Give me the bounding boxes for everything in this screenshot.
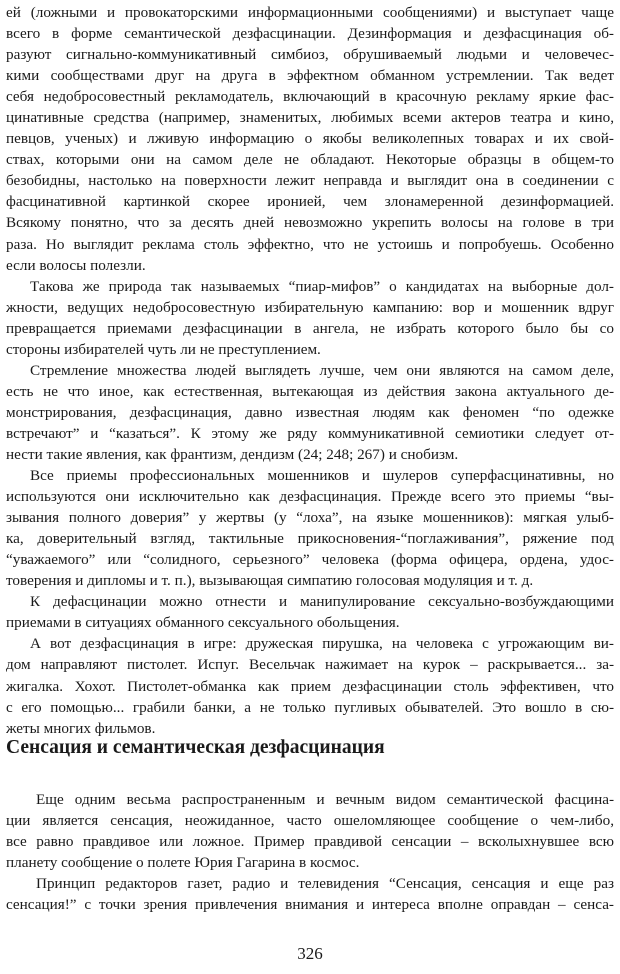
text-line: сенсация!” с точки зрения привлечения внимания и интереса вполне оправдан – сенса- (6, 896, 614, 914)
text-line: стороны избирателей чуть ли не преступлением. (6, 340, 321, 358)
text-line: приемами в ситуациях обманного сексуального обольщения. (6, 614, 400, 632)
text-line: ей (ложными и провокаторскими информационными сообщениями) и выступает чаще (6, 4, 614, 21)
text-line: жеты многих фильмов. (6, 719, 156, 737)
text-line: встречают” и “казаться”. К этому же ряду коммуникативной семиотики следует от- (6, 424, 614, 442)
text-line: жности, ведущих недобросовестную избирательную кампанию: вор и мошенник вдруг (6, 298, 614, 316)
text-line: ции является сенсация, неожиданное, часто ошеломляющее сообщение о чем-либо, (6, 812, 614, 830)
text-line: планету сообщение о полете Юрия Гагарина в космос. (6, 854, 360, 872)
text-line: раза. Но выглядит реклама столь эффектно, что не устоишь и попробуешь. Особенно (6, 235, 614, 253)
text-line: дом направляют пистолет. Испуг. Весельчак нажимает на курок – раскрывается... за- (6, 656, 614, 674)
text-line: есть не что иное, как естественная, вытекающая из действия закона актуального де- (6, 382, 614, 400)
text-line: ка, доверительный взгляд, тактильные прикосновения-“поглаживания”, ряжение под (6, 530, 614, 548)
text-line: цинативные средства (например, знаменитых, любимых всеми актеров театра и кино, (6, 109, 614, 127)
text-line: жигалка. Хохот. Пистолет-обманка как прием дезфасцинации столь эффективен, что (6, 677, 614, 695)
text-line: всего в форме семантической дезфасцинации. Дезинформация и дезфасцинация об- (6, 25, 614, 43)
text-line: К дефасцинации можно отнести и манипулирование сексуально-возбуждающими (30, 593, 614, 611)
text-line: разуют сигнально-коммуникативный симбиоз, обрушиваемый людьми и человечес- (6, 46, 614, 64)
text-line: с его помощью... грабили банки, а не только пугливых обывателей. Это вошло в сю- (6, 698, 614, 716)
text-line: Такова же природа так называемых “пиар-мифов” о кандидатах на выборные дол- (30, 277, 614, 295)
text-line: используются они исключительно как дезфасцинация. Прежде всего это приемы “вы- (6, 488, 614, 506)
text-line: товерения и дипломы и т. п.), вызывающая симпатию голосовая модуляция и т. д. (6, 572, 534, 590)
text-line: безобидны, настолько на поверхности лежит неправда и выглядит она в соединении с (6, 172, 614, 190)
text-line: фасцинативной картинкой скорее иронией, чем злонамеренной дезинформацией. (6, 193, 614, 211)
page-number: 326 (297, 944, 323, 963)
text-line: себя недобросовестный рекламодатель, включающий в красочную рекламу яркие фас- (6, 88, 614, 106)
text-line: зывания полного доверия” у жертвы (у “лоха”, на языке мошенников): мягкая улыб- (6, 509, 614, 527)
text-line: все равно правдивое или ложное. Пример правдивой сенсации – всколыхнувшее всю (6, 833, 614, 851)
text-line: Еще одним весьма распространенным и вечным видом семантической фасцина- (36, 791, 614, 808)
text-line: певцов, ученых) и лживую информацию о якобы великолепных товарах и их свой- (6, 130, 614, 148)
text-line: Стремление множества людей выглядеть лучше, чем они являются на самом деле, (30, 361, 614, 379)
section-heading: Сенсация и семантическая дезфасцинация (6, 737, 385, 758)
text-line: А вот дезфасцинация в игре: дружеская пирушка, на человека с угрожающим ви- (30, 635, 614, 653)
text-line: “уважаемого” или “солидного, серьезного” человека (форма офицера, ордена, удос- (6, 551, 614, 569)
text-line: ствах, которыми они на самом деле не обладают. Некоторые образцы в общем-то (6, 151, 614, 169)
text-line: монстрирования, дезфасцинация, давно известная людям как феномен “по одежке (6, 403, 614, 421)
main-text (6, 2, 614, 739)
text-line: Все приемы профессиональных мошенников и шулеров суперфасцинативны, но (30, 467, 614, 485)
text-line: кими сообществами друг на друга в эффектном обманном устремлении. Так ведет (6, 67, 614, 85)
text-line: если волосы полезли. (6, 256, 146, 274)
text-line: Принцип редакторов газет, радио и телевидения “Сенсация, сенсация и еще раз (36, 875, 614, 893)
text-line: Всякому понятно, что за десять дней невозможно укрепить волосы на голове в три (6, 214, 614, 232)
section-text (6, 789, 614, 915)
text-line: превращается приемами дезфасцинации в ангела, не избрать которого было бы со (6, 319, 614, 337)
text-line: нести такие явления, как франтизм, дендизм (24; 248; 267) и снобизм. (6, 445, 459, 463)
